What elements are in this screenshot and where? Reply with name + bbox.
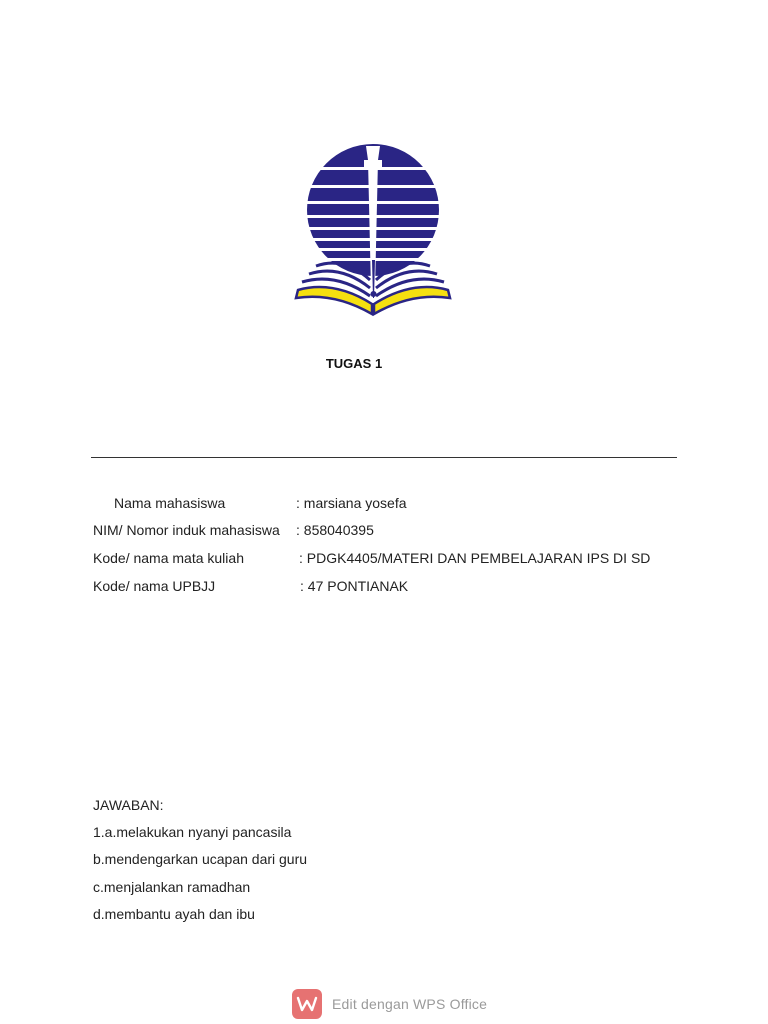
info-value: : 858040395 — [296, 522, 374, 538]
info-label: Nama mahasiswa — [114, 495, 226, 511]
document-title: TUGAS 1 — [325, 356, 383, 371]
answer-item: d.membantu ayah dan ibu — [93, 906, 255, 922]
info-value: : 47 PONTIANAK — [300, 578, 409, 594]
university-logo — [294, 140, 452, 318]
info-label: Kode/ nama mata kuliah — [93, 550, 244, 566]
divider-line — [91, 457, 677, 458]
answer-item: 1.a.melakukan nyanyi pancasila — [93, 824, 292, 840]
wps-office-icon — [292, 989, 322, 1019]
info-value: : marsiana yosefa — [296, 495, 407, 511]
answer-item: c.menjalankan ramadhan — [93, 879, 251, 895]
answers-heading: JAWABAN: — [93, 797, 164, 813]
info-value: : PDGK4405/MATERI DAN PEMBELAJARAN IPS DI SD — [299, 550, 651, 566]
wps-edit-text: Edit dengan WPS Office — [332, 996, 488, 1012]
info-label: Kode/ nama UPBJJ — [93, 578, 216, 594]
answer-item: b.mendengarkan ucapan dari guru — [93, 851, 308, 867]
wps-edit-link[interactable] — [292, 988, 487, 1020]
info-label: NIM/ Nomor induk mahasiswa — [93, 522, 280, 538]
